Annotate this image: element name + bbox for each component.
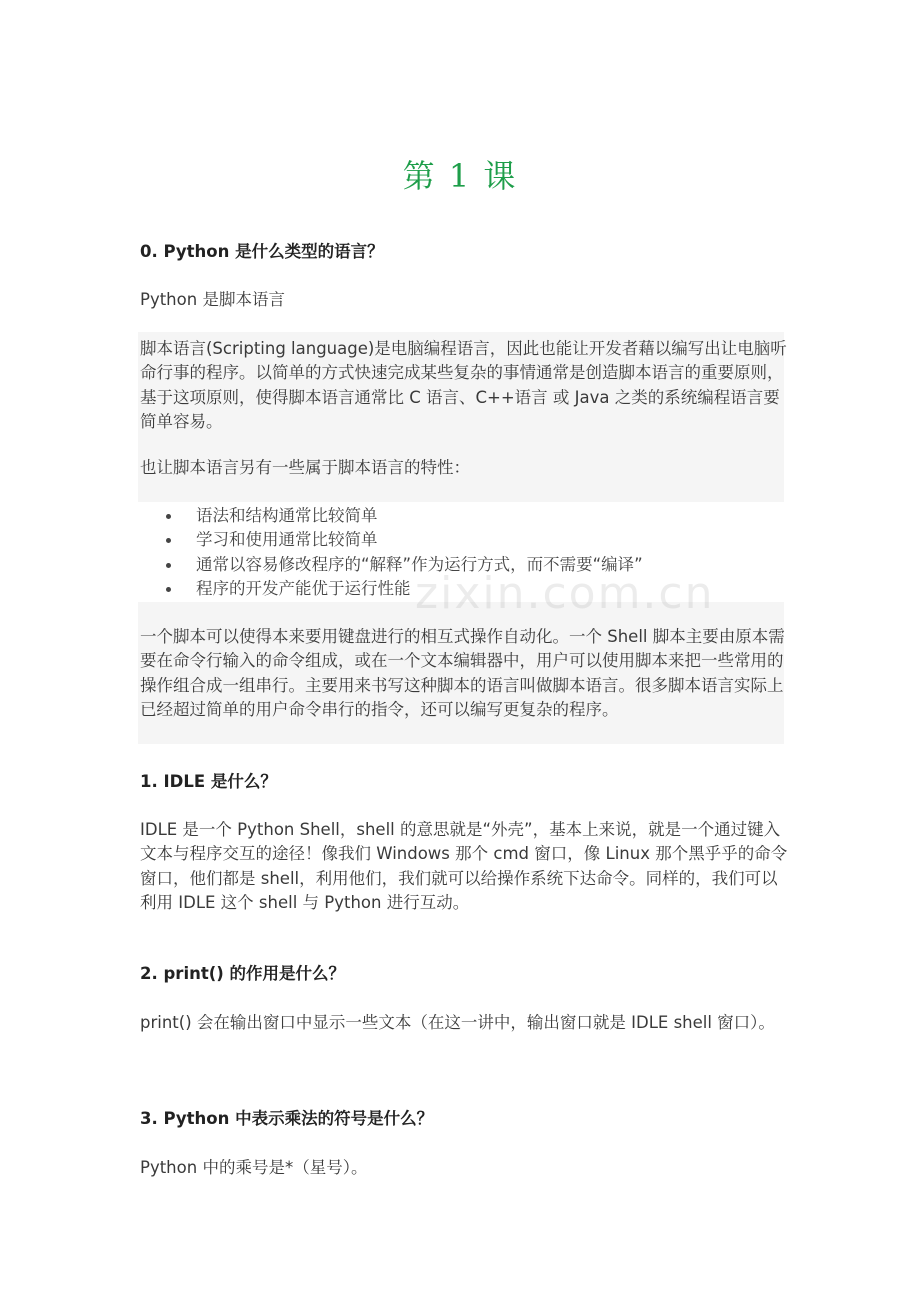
answer-3: Python 中的乘号是*（星号）。: [140, 1158, 368, 1177]
list-item: 程序的开发产能优于运行性能: [140, 577, 643, 601]
list-item: 语法和结构通常比较简单: [140, 504, 643, 528]
answer-2: print() 会在输出窗口中显示一些文本（在这一讲中，输出窗口就是 IDLE shell 窗口）。: [140, 1013, 775, 1032]
list-item: 学习和使用通常比较简单: [140, 528, 643, 552]
answer-0: Python 是脚本语言: [140, 290, 285, 309]
bullet-icon: [166, 563, 171, 568]
question-1: 1. IDLE 是什么？: [140, 772, 277, 791]
watermark: zixin.com.cn: [415, 568, 715, 619]
page-title: 第 1 课: [402, 157, 518, 195]
paragraph-scripting-language: 脚本语言(Scripting language)是电脑编程语言，因此也能让开发者藉以编写出让电脑听命行事的程序。以简单的方式快速完成某些复杂的事情通常是创造脚本语言的重要原则，基于这项原则，使得脚本语言通常比 C 语言、C++语言 或 Java 之类的系统编程语言要简单容易。: [140, 339, 787, 431]
question-0: 0. Python 是什么类型的语言？: [140, 242, 384, 261]
question-3: 3. Python 中表示乘法的符号是什么？: [140, 1109, 434, 1128]
bullet-icon: [166, 587, 171, 592]
bullet-icon: [166, 514, 171, 519]
question-2: 2. print() 的作用是什么？: [140, 964, 346, 983]
bullet-icon: [166, 538, 171, 543]
answer-1: IDLE 是一个 Python Shell，shell 的意思就是“外壳”，基本上来说，就是一个通过键入文本与程序交互的途径！像我们 Windows 那个 cmd 窗口，像 Linux 那个黑乎乎的命令窗口，他们都是 shell，利用他们，我们就可以给操作系统下达命令。同样的，我们可以利用 IDLE 这个 shell 与 Python 进行互动。: [140, 820, 788, 912]
paragraph-features-intro: 也让脚本语言另有一些属于脚本语言的特性：: [140, 458, 470, 477]
paragraph-shell-script: 一个脚本可以使得本来要用键盘进行的相互式操作自动化。一个 Shell 脚本主要由原本需要在命令行输入的命令组成，或在一个文本编辑器中，用户可以使用脚本来把一些常用的操作组合成一组串行。主要用来书写这种脚本的语言叫做脚本语言。很多脚本语言实际上已经超过简单的用户命令串行的指令，还可以编写更复杂的程序。: [140, 627, 785, 719]
list-item: 通常以容易修改程序的“解释”作为运行方式，而不需要“编译”: [140, 553, 643, 577]
